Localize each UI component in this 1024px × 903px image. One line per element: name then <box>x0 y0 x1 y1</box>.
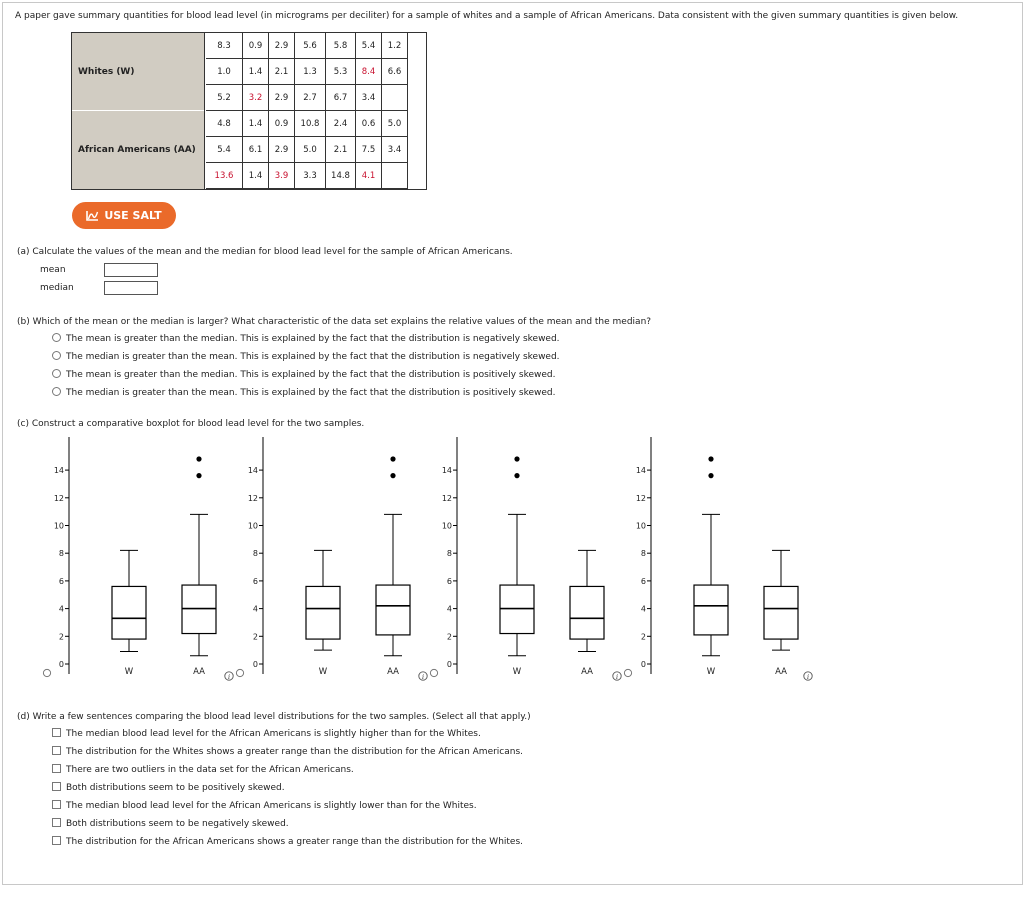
table-cell: 0.9 <box>269 111 295 137</box>
radio-option[interactable] <box>52 334 560 345</box>
y-tick-label: 14 <box>441 466 452 476</box>
box <box>570 586 604 639</box>
y-tick-label: 6 <box>640 576 646 586</box>
part-c-prompt: (c) Construct a comparative boxplot for blood lead level for the two samples. <box>17 419 365 429</box>
outlier-point <box>708 473 713 478</box>
option-label: Both distributions seem to be negatively skewed. <box>66 819 289 829</box>
y-tick-label: 10 <box>441 521 452 531</box>
radio-option[interactable] <box>52 370 555 381</box>
outlier-point <box>196 473 201 478</box>
y-tick-label: 2 <box>640 632 646 642</box>
table-cell: 6.1 <box>243 137 269 163</box>
boxplot-radio-button[interactable] <box>236 669 243 676</box>
y-tick-label: 14 <box>53 466 64 476</box>
checkbox[interactable] <box>52 818 61 827</box>
table-cell: 6.7 <box>326 85 356 111</box>
box-label: AA <box>387 667 399 677</box>
table-cell: 1.0 <box>206 59 243 85</box>
outlier-point <box>514 473 519 478</box>
radio-button[interactable] <box>52 369 61 378</box>
table-cell: 3.4 <box>382 137 408 163</box>
table-cell: 5.4 <box>206 137 243 163</box>
salt-logo-icon <box>86 210 99 221</box>
table-cell: 3.3 <box>295 163 326 189</box>
y-tick-label: 10 <box>247 521 258 531</box>
table-cell: 5.6 <box>295 33 326 59</box>
box <box>764 586 798 639</box>
radio-button[interactable] <box>52 333 61 342</box>
table-cell: 1.4 <box>243 111 269 137</box>
box <box>306 586 340 639</box>
checkbox[interactable] <box>52 746 61 755</box>
mean-input[interactable] <box>104 263 158 277</box>
table-divider <box>204 33 205 189</box>
y-tick-label: 14 <box>635 466 646 476</box>
boxplot-radio-button[interactable] <box>43 669 50 676</box>
checkbox[interactable] <box>52 764 61 773</box>
checkbox-option[interactable] <box>52 837 523 848</box>
median-input[interactable] <box>104 281 158 295</box>
table-cell: 1.4 <box>243 59 269 85</box>
y-tick-label: 12 <box>635 493 646 503</box>
radio-button[interactable] <box>52 387 61 396</box>
y-tick-label: 4 <box>446 604 452 614</box>
table-cell: 5.3 <box>326 59 356 85</box>
table-cell: 0.6 <box>356 111 382 137</box>
radio-option[interactable] <box>52 352 560 363</box>
option-label: The median blood lead level for the African Americans is slightly lower than for the Whites. <box>66 801 477 811</box>
table-cell: 8.3 <box>206 33 243 59</box>
table-cell: 2.9 <box>269 137 295 163</box>
option-label: The distribution for the African Americans shows a greater range than the distribution for the Whites. <box>66 837 524 847</box>
table-cell: 5.0 <box>382 111 408 137</box>
outlier-point <box>708 456 713 461</box>
outlier-point <box>514 456 519 461</box>
table-cell: 5.4 <box>356 33 382 59</box>
table-cell: 4.1 <box>356 163 382 189</box>
option-label: The median is greater than the mean. This is explained by the fact that the distribution is negatively skewed. <box>66 352 560 362</box>
boxplot-radio-button[interactable] <box>624 669 631 676</box>
table-cell: 6.6 <box>382 59 408 85</box>
checkbox[interactable] <box>52 800 61 809</box>
y-tick-label: 8 <box>58 549 64 559</box>
y-tick-label: 14 <box>247 466 258 476</box>
checkbox-option[interactable] <box>52 819 289 830</box>
table-cell: 4.8 <box>206 111 243 137</box>
outlier-point <box>390 473 395 478</box>
y-tick-label: 4 <box>58 604 64 614</box>
box <box>112 586 146 639</box>
option-label: Both distributions seem to be positively skewed. <box>66 783 285 793</box>
info-icon-glyph: i <box>421 673 425 681</box>
use-salt-label: USE SALT <box>104 209 162 222</box>
y-tick-label: 12 <box>53 493 64 503</box>
info-icon-glyph: i <box>806 673 810 681</box>
group-label-text: African Americans (AA) <box>78 145 196 155</box>
table-cell: 10.8 <box>295 111 326 137</box>
box-label: AA <box>193 667 205 677</box>
radio-button[interactable] <box>52 351 61 360</box>
y-tick-label: 10 <box>635 521 646 531</box>
boxplot-options <box>3 431 1022 681</box>
y-tick-label: 2 <box>446 632 452 642</box>
y-tick-label: 4 <box>252 604 258 614</box>
part-d-prompt: (d) Write a few sentences comparing the blood lead level distributions for the two samples. (Select all that apply.) <box>17 712 531 722</box>
use-salt-button[interactable] <box>72 202 176 229</box>
y-tick-label: 0 <box>58 660 64 669</box>
y-tick-label: 0 <box>252 660 258 669</box>
table-cell: 5.8 <box>326 33 356 59</box>
data-table <box>71 32 427 190</box>
table-cell: 7.5 <box>356 137 382 163</box>
checkbox[interactable] <box>52 836 61 845</box>
box <box>694 585 728 635</box>
table-cell <box>382 85 408 111</box>
table-cell: 0.9 <box>243 33 269 59</box>
y-tick-label: 8 <box>446 549 452 559</box>
info-icon-glyph: i <box>227 673 231 681</box>
y-tick-label: 6 <box>252 576 258 586</box>
option-label: The distribution for the Whites shows a greater range than the distribution for the African Americans. <box>66 747 524 757</box>
checkbox-option[interactable] <box>52 801 477 812</box>
y-tick-label: 2 <box>58 632 64 642</box>
table-cell <box>382 163 408 189</box>
box-label: W <box>318 667 328 677</box>
table-cell: 2.7 <box>295 85 326 111</box>
table-cell: 3.9 <box>269 163 295 189</box>
option-label: The mean is greater than the median. This is explained by the fact that the distribution is negatively skewed. <box>66 334 560 344</box>
table-cell: 2.1 <box>326 137 356 163</box>
table-cell: 1.4 <box>243 163 269 189</box>
option-label: The mean is greater than the median. This is explained by the fact that the distribution is positively skewed. <box>66 370 556 380</box>
mean-label: mean <box>40 265 66 275</box>
y-tick-label: 8 <box>252 549 258 559</box>
outlier-point <box>390 456 395 461</box>
radio-option[interactable] <box>52 388 555 399</box>
table-cell: 5.2 <box>206 85 243 111</box>
box-label: AA <box>581 667 593 677</box>
y-tick-label: 4 <box>640 604 646 614</box>
y-tick-label: 0 <box>446 660 452 669</box>
y-tick-label: 6 <box>446 576 452 586</box>
table-cell: 2.4 <box>326 111 356 137</box>
group-label <box>72 33 204 111</box>
checkbox[interactable] <box>52 728 61 737</box>
checkbox-option[interactable] <box>52 765 354 776</box>
boxplot-radio-button[interactable] <box>430 669 437 676</box>
part-a-prompt: (a) Calculate the values of the mean and the median for blood lead level for the sample of African Americans. <box>17 247 513 257</box>
checkbox[interactable] <box>52 782 61 791</box>
box-label: AA <box>775 667 787 677</box>
option-label: The median is greater than the mean. This is explained by the fact that the distribution is positively skewed. <box>66 388 556 398</box>
table-cell: 14.8 <box>326 163 356 189</box>
outlier-point <box>196 456 201 461</box>
table-cell: 5.0 <box>295 137 326 163</box>
table-cell: 2.9 <box>269 85 295 111</box>
table-cell: 13.6 <box>206 163 243 189</box>
checkbox-option[interactable] <box>52 783 285 794</box>
table-cell: 1.2 <box>382 33 408 59</box>
table-cell: 2.9 <box>269 33 295 59</box>
median-label: median <box>40 283 74 293</box>
table-cell: 1.3 <box>295 59 326 85</box>
box-label: W <box>124 667 134 677</box>
y-tick-label: 2 <box>252 632 258 642</box>
y-tick-label: 6 <box>58 576 64 586</box>
group-label-text: Whites (W) <box>78 66 135 77</box>
checkbox-option[interactable] <box>52 729 481 740</box>
box-label: W <box>512 667 522 677</box>
table-cell: 8.4 <box>356 59 382 85</box>
box-label: W <box>706 667 716 677</box>
info-icon-glyph: i <box>615 673 619 681</box>
table-cell: 3.4 <box>356 85 382 111</box>
option-label: The median blood lead level for the African Americans is slightly higher than for the Whites. <box>66 729 481 739</box>
y-tick-label: 12 <box>247 493 258 503</box>
question-panel <box>2 2 1023 885</box>
intro-text: A paper gave summary quantities for blood lead level (in micrograms per deciliter) for a sample of whites and a sample of African Americans. Data consistent with the given summary quantities is given below. <box>15 11 959 21</box>
part-b-prompt: (b) Which of the mean or the median is larger? What characteristic of the data set explains the relative values of the mean and the median? <box>17 317 652 327</box>
table-cell: 2.1 <box>269 59 295 85</box>
group-label <box>72 111 204 189</box>
y-tick-label: 8 <box>640 549 646 559</box>
checkbox-option[interactable] <box>52 747 523 758</box>
y-tick-label: 12 <box>441 493 452 503</box>
y-tick-label: 0 <box>640 660 646 669</box>
option-label: There are two outliers in the data set for the African Americans. <box>66 765 354 775</box>
table-cell: 3.2 <box>243 85 269 111</box>
y-tick-label: 10 <box>53 521 64 531</box>
box <box>376 585 410 635</box>
